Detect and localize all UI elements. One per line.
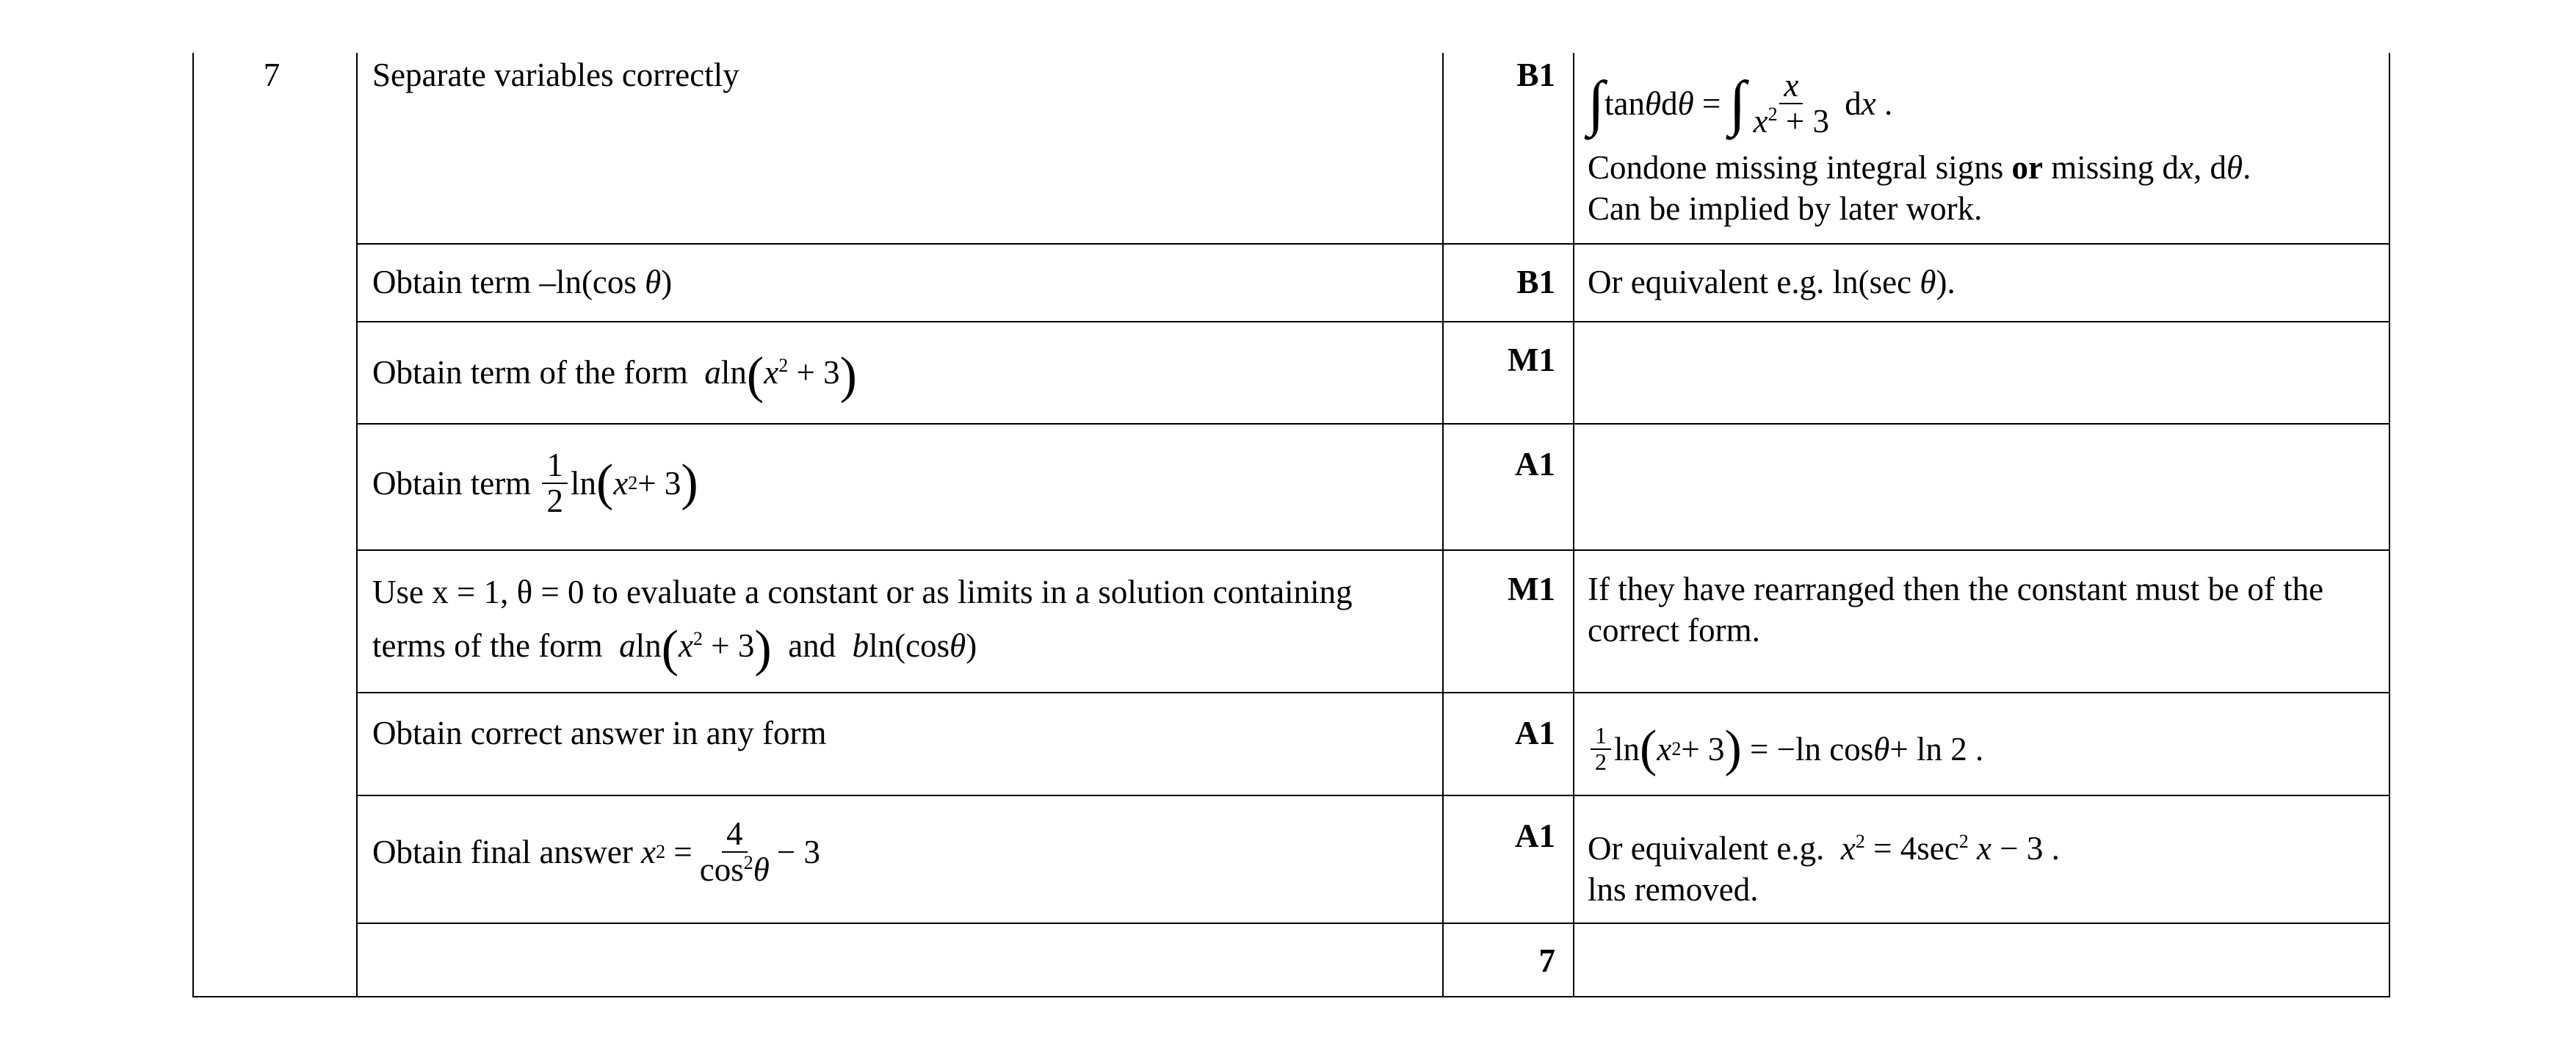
row-7-mark: A1: [1515, 817, 1555, 854]
row-1-description: Separate variables correctly: [372, 57, 739, 93]
row-2-guidance: Or equivalent e.g. ln(sec θ).: [1588, 264, 1955, 300]
table-border-right: [2389, 53, 2390, 997]
row-1-integral-expression: ∫ tan θ d θ = ∫ $\frac{x}{x^2 + 3}$ dx .: [1588, 66, 1893, 140]
total-marks: 7: [1538, 942, 1555, 979]
row-1-guidance-line-1: Condone missing integral signs or missing dx, dθ.: [1588, 149, 2251, 186]
row-1-guidance-line-2: Can be implied by later work.: [1588, 190, 1983, 227]
row-7-guidance-line-1: Or equivalent e.g. $x^2 = 4\sec^2$ x − 3 .: [1588, 830, 2060, 867]
row-divider: [356, 923, 2390, 924]
row-divider: [356, 692, 2390, 693]
row-divider: [356, 423, 2390, 425]
row-5-description-line-1: Use x = 1, θ = 0 to evaluate a constant or as limits in a solution containing: [372, 574, 1353, 610]
row-7-guidance-line-2: lns removed.: [1588, 871, 1759, 908]
column-divider-qnum: [356, 53, 358, 997]
row-divider: [356, 795, 2390, 796]
row-6-guidance-math: $\frac{1}{2}$ ln ( x 2 + 3 ) = −ln cos θ + ln 2 .: [1588, 723, 1983, 775]
row-5-mark: M1: [1508, 571, 1555, 607]
row-3-description: Obtain term of the form $aln(x^2 + 3)$: [372, 347, 857, 404]
row-2-description: Obtain term –ln(cos θ): [372, 264, 673, 300]
row-4-mark: A1: [1515, 446, 1555, 483]
row-5-description: [372, 568, 1353, 675]
row-divider: [356, 549, 2390, 551]
row-divider: [356, 321, 2390, 322]
row-5-guidance: If they have rearranged then the constant must be of the correct form.: [1588, 571, 2324, 649]
row-4-math: $\frac{1}{2}$ ln ( x 2 + 3 ): [539, 448, 698, 519]
question-number: 7: [263, 57, 281, 93]
column-divider-marks-right: [1573, 53, 1574, 997]
row-divider: [356, 243, 2390, 245]
table-border-bottom: [192, 996, 2390, 997]
table-border-left: [192, 53, 194, 997]
row-3-mark: M1: [1508, 342, 1555, 378]
row-2-mark: B1: [1516, 264, 1555, 300]
row-7-math: x 2 = $\frac{4}{\cos^2\theta}$ − 3: [641, 815, 821, 889]
row-4-description: Obtain term $\frac{1}{2}$ ln ( x 2 + 3 ): [372, 447, 698, 520]
column-divider-marks-left: [1442, 53, 1444, 997]
row-3-math: $aln(x^2 + 3)$: [704, 347, 857, 404]
row-6-description: Obtain correct answer in any form: [372, 715, 827, 751]
row-7-description: Obtain final answer x 2 = $\frac{4}{\cos^2\theta}$ − 3: [372, 815, 821, 889]
row-7-guidance: [1588, 821, 2060, 910]
row-5-description-line-2: terms of the form $aln(x^2 + 3)$ and bln(cosθ): [372, 621, 977, 677]
row-1-guidance: [1588, 60, 2251, 229]
row-6-mark: A1: [1515, 715, 1555, 751]
row-1-mark: B1: [1516, 57, 1555, 93]
